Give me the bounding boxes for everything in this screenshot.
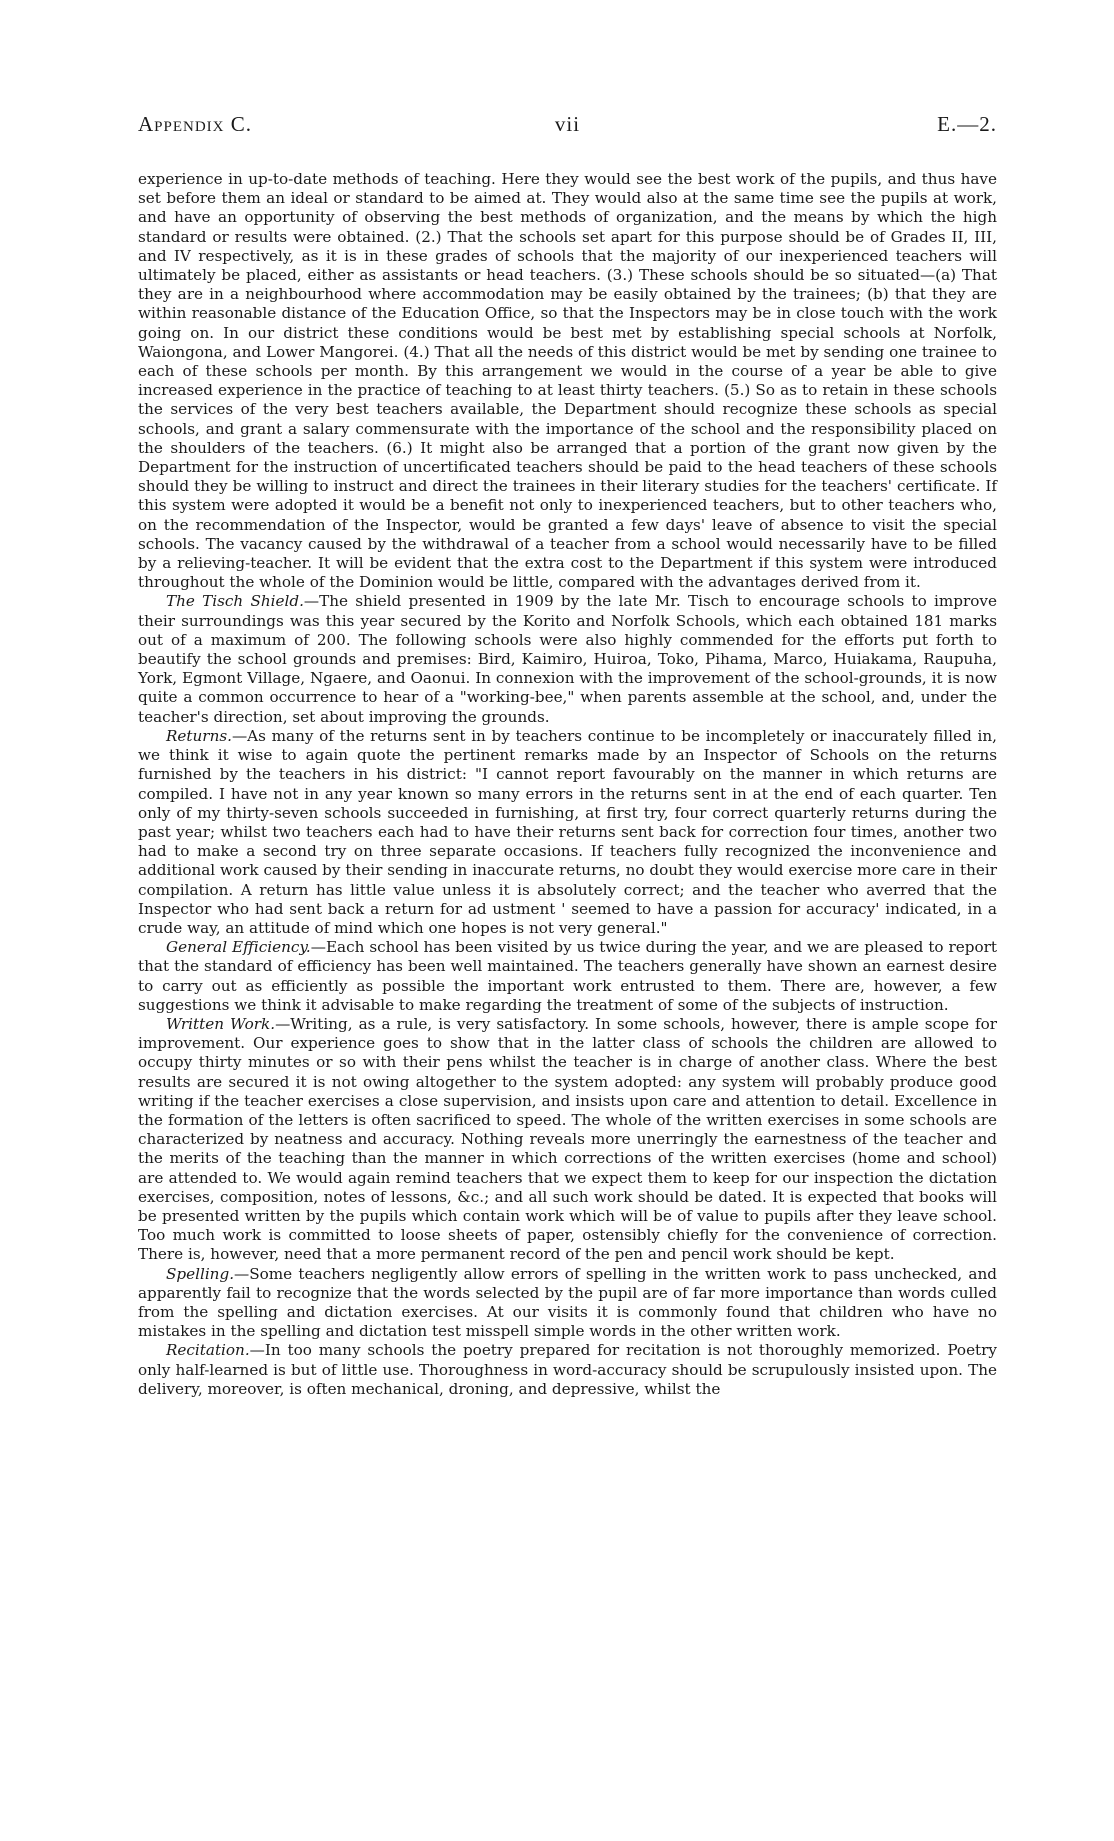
appendix-label: Appendix C. xyxy=(138,112,253,136)
paragraph-general-efficiency xyxy=(138,938,997,1015)
section-heading: Returns. xyxy=(166,726,232,745)
paragraph-text: experience in up-to-date methods of teaching. Here they would see the best work of the pupils, and thus have set before them an ideal or standard to be aimed at. They would also at the same time see the pupils at work, and have an opportunity of observing the best methods of organization, and the means by which the high standard or results were obtained. (2.) That the schools set apart for this purpose should be of Grades II, III, and IV respectively, as it is in these grades of schools that the majority of our inexperienced teachers will ultimately be placed, either as assistants or head teachers. (3.) These schools should be so situated—(a) That they are in a neighbourhood where accommodation may be easily obtained by the trainees; (b) that they are within reasonable distance of the Education Office, so that the Inspectors may be in close touch with the work going on. In our district these conditions would be best met by establishing special schools at Norfolk, Waiongona, and Lower Mangorei. (4.) That all the needs of this district would be met by sending one trainee to each of these schools per month. By this arrangement we would in the course of a year be able to give increased experience in the practice of teaching to at least thirty teachers. (5.) So as to retain in these schools the services of the very best teachers available, the Department should recognize these schools as special schools, and grant a salary commensurate with the importance of the school and the responsibility placed on the shoulders of the teachers. (6.) It might also be arranged that a portion of the grant now given by the Department for the instruction of uncertificated teachers should be paid to the head teachers of these schools should they be willing to instruct and direct the trainees in their literary studies for the teachers' certificate. If this system were adopted it would be a benefit not only to inexperienced teachers, but to other teachers who, on the recommendation of the Inspector, would be granted a few days' leave of absence to visit the special schools. The vacancy caused by the withdrawal of a teacher from a school would necessarily have to be filled by a relieving-teacher. It will be evident that the extra cost to the Department if this system were introduced throughout the whole of the Dominion would be little, compared with the advantages derived from it. xyxy=(138,170,997,592)
paragraph-recitation xyxy=(138,1341,997,1399)
paragraph-tisch-shield xyxy=(138,592,997,726)
section-heading: The Tisch Shield. xyxy=(166,592,304,611)
paragraph-spelling xyxy=(138,1265,997,1342)
section-heading: General Efficiency. xyxy=(166,938,311,957)
section-heading: Spelling. xyxy=(166,1264,235,1283)
section-heading: Written Work. xyxy=(166,1014,276,1033)
paragraph-text: —In too many schools the poetry prepared for recitation is not thoroughly memorized. Poetry only half-learned is but of little use. Thoroughness in word-accuracy should be scrupulously insisted upon. The delivery, moreover, is often mechanical, droning, and depressive, whilst the xyxy=(138,1341,997,1398)
paragraph-text: —The shield presented in 1909 by the late Mr. Tisch to encourage schools to improve their surroundings was this year secured by the Korito and Norfolk Schools, which each obtained 181 marks out of a maximum of 200. The following schools were also highly commended for the efforts put forth to beautify the school grounds and premises: Bird, Kaimiro, Huiroa, Toko, Pihama, Marco, Huiakama, Raupuha, York, Egmont Village, Ngaere, and Oaonui. In connexion with the improvement of the school-grounds, it is now quite a common occurrence to hear of a "working-bee," when parents assemble at the school, and, under the teacher's direction, set about improving the grounds. xyxy=(138,592,998,726)
paragraph-text: —Each school has been visited by us twice during the year, and we are pleased to report that the standard of efficiency has been well maintained. The teachers generally have shown an earnest desire to carry out as efficiently as possible the important work entrusted to them. There are, however, a few suggestions we think it advisable to make regarding the treatment of some of the subjects of instruction. xyxy=(138,938,998,1014)
report-body xyxy=(138,170,997,1399)
page-header xyxy=(138,112,997,140)
page-number: vii xyxy=(554,112,581,136)
paragraph-written-work xyxy=(138,1015,997,1265)
document-reference: E.—2. xyxy=(937,112,997,136)
paragraph-training-schools xyxy=(138,170,997,592)
paragraph-text: —As many of the returns sent in by teachers continue to be incompletely or inaccurately filled in, we think it wise to again quote the pertinent remarks made by an Inspector of Schools on the returns furnished by the teachers in his district: "I cannot report favourably on the manner in which returns are compiled. I have not in any year known so many errors in the returns sent in at the end of each quarter. Ten only of my thirty-seven schools succeeded in furnishing, at first try, four correct quarterly returns during the past year; whilst two teachers each had to have their returns sent back for correction four times, another two had to make a second try on three separate occasions. If teachers fully recognized the inconvenience and additional work caused by their sending in inaccurate returns, no doubt they would exercise more care in their compilation. A return has little value unless it is absolutely correct; and the teacher who averred that the Inspector who had sent back a return for ad ustment ' seemed to have a passion for accuracy' indicated, in a crude way, an attitude of mind which one hopes is not very general." xyxy=(138,726,997,937)
paragraph-text: —Some teachers negligently allow errors of spelling in the written work to pass unchecked, and apparently fail to recognize that the words selected by the pupil are of far more importance than words culled from the spelling and dictation exercises. At our visits it is commonly found that children who have no mistakes in the spelling and dictation test misspell simple words in the other written work. xyxy=(138,1264,997,1341)
section-heading: Recitation. xyxy=(166,1341,250,1360)
paragraph-text: —Writing, as a rule, is very satisfactory. In some schools, however, there is ample scope for improvement. Our experience goes to show that in the latter class of schools the children are allowed to occupy thirty minutes or so with their pens whilst the teacher is in charge of another class. Where the best results are secured it is not owing altogether to the system adopted: any system will probably produce good writing if the teacher exercises a close supervision, and insists upon care and attention to detail. Excellence in the formation of the letters is often sacrificed to speed. The whole of the written exercises in some schools are characterized by neatness and accuracy. Nothing reveals more unerringly the earnestness of the teacher and the merits of the teaching than the manner in which corrections of the written exercises (home and school) are attended to. We would again remind teachers that we expect them to keep for our inspection the dictation exercises, composition, notes of lessons, &c.; and all such work should be dated. It is expected that books will be presented written by the pupils which contain work which will be of value to pupils after they leave school. Too much work is committed to loose sheets of paper, ostensibly chiefly for the convenience of correction. There is, however, need that a more permanent record of the pen and pencil work should be kept. xyxy=(138,1014,997,1264)
paragraph-returns xyxy=(138,727,997,938)
